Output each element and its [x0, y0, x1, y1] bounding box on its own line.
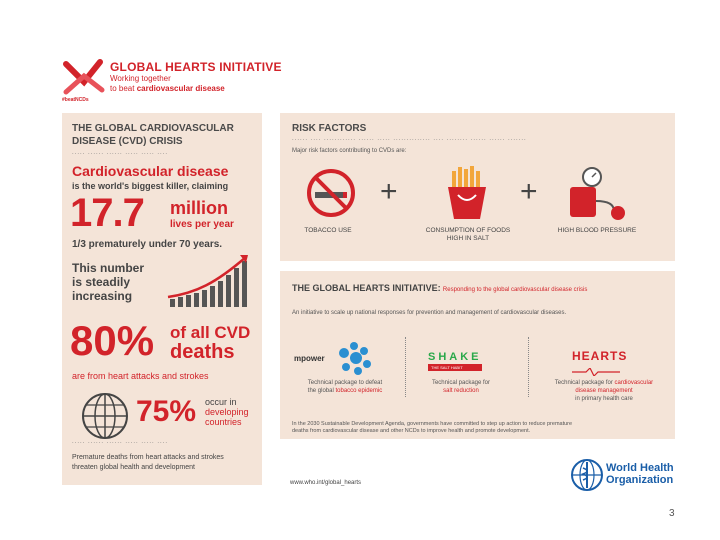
- blood-pressure-icon: [562, 165, 632, 221]
- crisis-heading-2: DISEASE (CVD) CRISIS: [72, 136, 183, 147]
- risk-factors-title: RISK FACTORS: [292, 123, 367, 134]
- shake-logo-sub: THE SALT HABIT: [428, 364, 482, 371]
- mpower-desc-line-1: Technical package to defeat: [307, 380, 383, 386]
- globe-icon: [80, 391, 130, 441]
- who-url[interactable]: www.who.int/global_hearts: [290, 480, 362, 486]
- logo-hashtag: #beatNCDs: [62, 97, 89, 103]
- pct-75: 75%: [136, 395, 197, 428]
- logo-tagline-1: Working together: [110, 74, 171, 83]
- agenda-text: [292, 421, 572, 435]
- steady-text: [72, 261, 144, 303]
- premature-text: 1/3 prematurely under 70 years.: [72, 239, 223, 250]
- risk-blood-pressure-label: HIGH BLOOD PRESSURE: [557, 227, 637, 234]
- ghi-intro: An initiative to scale up national responses for prevention and management of cardiovascular diseases.: [292, 310, 567, 316]
- of-all-cvd: of all CVD: [170, 323, 251, 342]
- risk-intro: Major risk factors contributing to CVDs are:: [292, 148, 407, 154]
- no-smoking-icon: [306, 168, 356, 218]
- logo-tagline-2: to beat cardiovascular disease: [110, 84, 225, 93]
- heartbeat-line-icon: [572, 368, 620, 376]
- occur-line-3: countries: [205, 417, 242, 427]
- steady-line-2: is steadily: [72, 275, 131, 289]
- who-name-line-2: Organization: [606, 474, 674, 486]
- who-emblem-icon: [570, 458, 604, 492]
- risk-dots: ...... .... ............ ...... ..... .............. .... ........ ...... ...... .......: [292, 136, 527, 142]
- threat-dots: ..... ...... ...... ..... ..... ....: [72, 439, 169, 445]
- million-label: million: [170, 198, 228, 218]
- divider-2: [528, 337, 529, 397]
- mpower-desc: [290, 379, 400, 395]
- risk-factors-panel: [280, 113, 675, 261]
- cvd-crisis-panel: [62, 113, 262, 485]
- plus-2: +: [520, 175, 538, 208]
- mpower-desc-line-2: the global tobacco epidemic: [307, 388, 383, 394]
- ghi-title: [292, 283, 587, 293]
- global-hearts-panel: [280, 271, 675, 439]
- threat-line-1: Premature deaths from heart attacks and strokes: [72, 454, 224, 461]
- divider-1: [405, 337, 406, 397]
- global-hearts-logo-icon: [62, 58, 106, 98]
- heart-attacks-text: are from heart attacks and strokes: [72, 371, 209, 381]
- cvd-headline: Cardiovascular disease: [72, 163, 229, 179]
- lives-per-year: lives per year: [170, 219, 234, 230]
- biggest-killer-text: is the world's biggest killer, claiming: [72, 181, 229, 191]
- mpower-dots-icon: [334, 341, 374, 377]
- salty-fries-icon: [442, 165, 492, 221]
- hearts-desc-line-1: Technical package for cardiovascular: [554, 380, 654, 386]
- hearts-desc-line-2: disease management: [575, 388, 633, 394]
- crisis-heading-1: THE GLOBAL CARDIOVASCULAR: [72, 123, 234, 134]
- mpower-logo-text: mpower: [294, 354, 325, 363]
- developing-text: [205, 397, 249, 427]
- hearts-desc-line-3: in primary health care: [575, 396, 633, 402]
- risk-salt-label: CONSUMPTION OF FOODS HIGH IN SALT: [425, 227, 511, 242]
- occur-line-2: developing: [205, 407, 249, 417]
- shake-logo: [428, 351, 482, 371]
- agenda-line-1: In the 2030 Sustainable Development Agenda, governments have committed to step up action to reduce premature: [292, 421, 573, 427]
- who-name: [606, 462, 674, 486]
- who-name-line-1: World Health: [606, 462, 674, 474]
- increasing-bars-icon: [166, 253, 250, 307]
- plus-1: +: [380, 175, 398, 208]
- threat-text: [72, 453, 224, 473]
- mpower-logo: [290, 341, 380, 381]
- shake-desc: [416, 379, 506, 395]
- big-number: 17.7: [70, 191, 144, 235]
- logo-title: GLOBAL HEARTS INITIATIVE: [110, 60, 282, 74]
- shake-logo-text: SHAKE: [428, 351, 482, 363]
- agenda-line-2: deaths from cardiovascular disease and other NCDs to improve health and promote development.: [292, 428, 531, 434]
- ghi-title-bold: THE GLOBAL HEARTS INITIATIVE:: [292, 283, 441, 293]
- pct-80: 80%: [70, 317, 155, 364]
- shake-desc-line-1: Technical package for: [431, 380, 491, 386]
- occur-line-1: occur in: [205, 397, 237, 407]
- hearts-logo-text: HEARTS: [572, 349, 628, 363]
- hearts-logo: [572, 349, 627, 381]
- threat-line-2: threaten global health and development: [72, 464, 195, 471]
- crisis-dots: ..... ...... ...... ..... ..... ....: [72, 150, 169, 156]
- deaths-label: deaths: [170, 341, 235, 363]
- risk-tobacco-label: TOBACCO USE: [304, 227, 352, 234]
- steady-line-1: This number: [72, 261, 145, 275]
- page-number: 3: [669, 508, 675, 519]
- steady-line-3: increasing: [72, 289, 133, 303]
- ghi-title-rest: Responding to the global cardiovascular disease crisis: [442, 287, 588, 293]
- shake-desc-line-2: salt reduction: [443, 388, 479, 394]
- hearts-desc: [538, 379, 670, 403]
